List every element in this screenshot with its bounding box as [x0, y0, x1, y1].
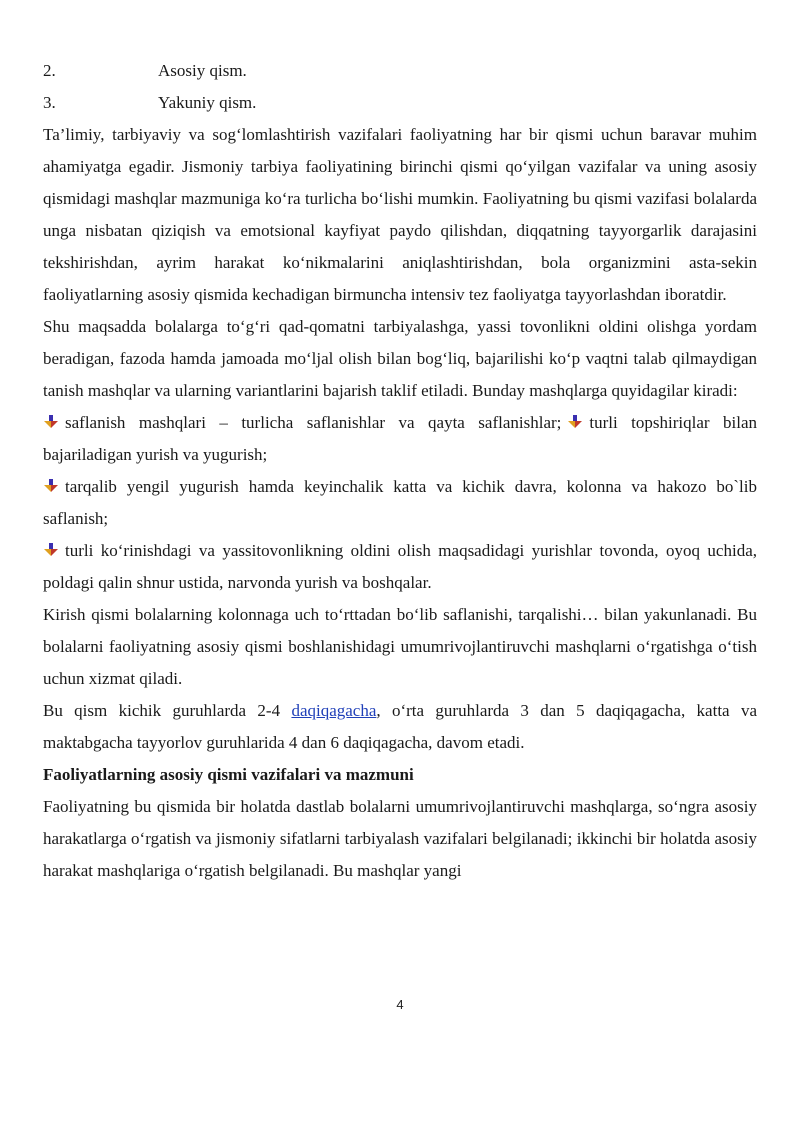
- arrow-down-bullet-icon: [43, 479, 59, 493]
- document-page: [43, 55, 757, 887]
- bullet-line-1: [43, 407, 757, 471]
- list-item: [43, 55, 757, 87]
- list-number: 2.: [43, 61, 56, 80]
- paragraph-intro: Ta’limiy, tarbiyaviy va sog‘lomlashtirish vazifalari faoliyatning har bir qismi uchun baravar muhim ahamiyatga egadir. Jismoniy tarbiya faoliyatining birinchi qismi qo‘yilgan vazifalar va uning asosiy qismidagi mashqlar mazmuniga ko‘ra turlicha bo‘lishi mumkin. Faoliyatning bu qismi vazifasi bolalarda unga nisbatan qiziqish va emotsional kayfiyat paydo qilishdan, diqqatning tayyorgarlik darajasini tekshirishdan, ayrim harakat ko‘nikmalarini aniqlashtirishdan, bola organizmini asta-sekin faoliyatlarning asosiy qismida kechadigan birmuncha intensiv tez faoliyatga tayyorlashdan iboratdir.: [43, 125, 757, 304]
- arrow-down-bullet-icon: [43, 415, 59, 429]
- arrow-down-bullet-icon: [43, 543, 59, 557]
- page-number: 4: [396, 997, 404, 1012]
- duration-text-end: , o‘rta guruhlarda 3 dan 5 daqiqagacha, katta va maktabgacha tayyorlov guruhlarida 4 dan 6 daqiqagacha, davom etadi.: [43, 701, 757, 752]
- bullet-text: turli ko‘rinishdagi va yassitovonlikning oldini olish maqsadidagi yurishlar tovonda, oyoq uchida, poldagi qalin shnur ustida, narvonda yurish va boshqalar.: [43, 541, 757, 592]
- bullet-text: tarqalib yengil yugurish hamda keyinchalik katta va kichik davra, kolonna va hakozo bo`lib saflanish;: [43, 477, 757, 528]
- bullet-line-2: [43, 471, 757, 535]
- paragraph-exercises: Shu maqsadda bolalarga to‘g‘ri qad-qomatni tarbiyalashga, yassi tovonlikni oldini olishga yordam beradigan, fazoda hamda jamoada mo‘ljal olish bilan bog‘liq, bajarilishi ko‘p vaqtni talab qilmaydigan tanish mashqlar va ularning variantlarini bajarish taklif etiladi. Bunday mashqlarga quyidagilar kiradi:: [43, 317, 757, 400]
- arrow-down-bullet-icon: [567, 415, 583, 429]
- duration-text-start: Bu qism kichik guruhlarda 2-4: [43, 701, 292, 720]
- list-item: [43, 87, 757, 119]
- bullet-text: turli topshiriqlar bilan bajariladigan yurish va yugurish;: [43, 413, 757, 464]
- list-text: Yakuniy qism.: [158, 93, 257, 112]
- bullet-text: saflanish mashqlari – turlicha saflanishlar va qayta saflanishlar;: [65, 413, 562, 432]
- section-heading: Faoliyatlarning asosiy qismi vazifalari va mazmuni: [43, 765, 414, 784]
- list-text: Asosiy qism.: [158, 61, 247, 80]
- bullet-line-3: [43, 535, 757, 599]
- daqiqagacha-link[interactable]: daqiqagacha: [291, 701, 377, 720]
- list-number: 3.: [43, 93, 56, 112]
- paragraph-main-part: Faoliyatning bu qismida bir holatda dastlab bolalarni umumrivojlantiruvchi mashqlarga, so‘ngra asosiy harakatlarga o‘rgatish va jismoniy sifatlarni tarbiyalash vazifalari belgilanadi; ikkinchi bir holatda asosiy harakat mashqlariga o‘rgatish belgilanadi. Bu mashqlar yangi: [43, 797, 757, 880]
- paragraph-duration: [43, 695, 757, 759]
- paragraph-intro-end: Kirish qismi bolalarning kolonnaga uch to‘rttadan bo‘lib saflanishi, tarqalishi… bilan yakunlanadi. Bu bolalarni faoliyatning asosiy qismi boshlanishidagi umumrivojlantiruvchi mashqlarni o‘rgatishga o‘tish uchun xizmat qiladi.: [43, 605, 757, 688]
